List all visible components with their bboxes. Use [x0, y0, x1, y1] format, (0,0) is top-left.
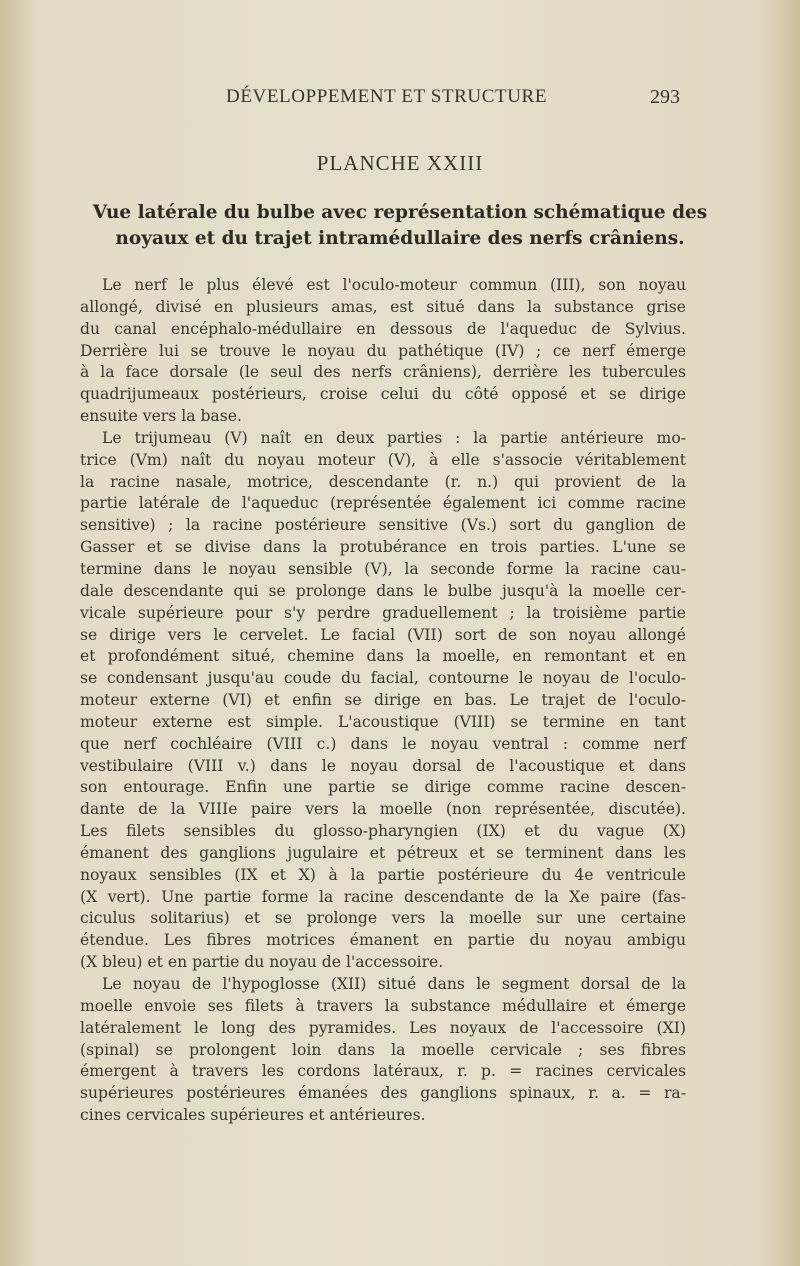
- text-line: allongé, divisé en plusieurs amas, est situé dans la substance grise: [80, 297, 686, 316]
- text-line: latéralement le long des pyramides. Les noyaux de l'accessoire (XI): [80, 1018, 686, 1037]
- text-line: noyaux sensibles (IX et X) à la partie postérieure du 4e ventricule: [80, 865, 686, 884]
- text-line: trice (Vm) naît du noyau moteur (V), à elle s'associe véritablement: [80, 450, 686, 469]
- heading-line: Vue latérale du bulbe avec représentation schématique des: [92, 202, 708, 223]
- text-line: et profondément situé, chemine dans la moelle, en remontant et en: [80, 647, 686, 666]
- section-heading: [70, 200, 730, 252]
- text-line: sensitive) ; la racine postérieure sensitive (Vs.) sort du ganglion de: [80, 516, 686, 535]
- text-line: du canal encéphalo-médullaire en dessous de l'aqueduc de Sylvius.: [80, 319, 686, 338]
- text-line: quadrijumeaux postérieurs, croise celui du côté opposé et se dirige: [80, 385, 686, 404]
- running-title: DÉVELOPPEMENT ET STRUCTURE: [226, 86, 548, 107]
- text-line: moelle envoie ses filets à travers la substance médullaire et émerge: [80, 996, 686, 1015]
- text-line: Derrière lui se trouve le noyau du pathétique (IV) ; ce nerf émerge: [80, 341, 686, 360]
- running-header: [0, 86, 800, 112]
- text-line: (spinal) se prolongent loin dans la moelle cervicale ; ses fibres: [80, 1040, 686, 1059]
- text-line: termine dans le noyau sensible (V), la seconde forme la racine cau-: [80, 559, 686, 578]
- text-line: Gasser et se divise dans la protubérance en trois parties. L'une se: [80, 538, 686, 557]
- text-line: étendue. Les fibres motrices émanent en partie du noyau ambigu: [80, 931, 686, 950]
- text-line: se dirige vers le cervelet. Le facial (VII) sort de son noyau allongé: [80, 625, 686, 644]
- text-line: son entourage. Enfin une partie se dirige comme racine descen-: [80, 778, 686, 797]
- heading-line: noyaux et du trajet intramédullaire des nerfs crâniens.: [115, 228, 685, 249]
- text-line: cines cervicales supérieures et antérieures.: [80, 1106, 426, 1125]
- text-line: (X vert). Une partie forme la racine descendante de la Xe paire (fas-: [80, 887, 686, 906]
- text-line: la racine nasale, motrice, descendante (r. n.) qui provient de la: [80, 472, 686, 491]
- text-line: ciculus solitarius) et se prolonge vers la moelle sur une certaine: [80, 909, 686, 928]
- plate-title: PLANCHE XXIII: [316, 151, 484, 175]
- text-line: se condensant jusqu'au coude du facial, contourne le noyau de l'oculo-: [80, 669, 686, 688]
- text-line: Le noyau de l'hypoglosse (XII) situé dans le segment dorsal de la: [102, 975, 686, 993]
- text-line: vicale supérieure pour s'y perdre graduellement ; la troisième partie: [80, 603, 686, 622]
- text-line: Le trijumeau (V) naît en deux parties : la partie antérieure mo-: [102, 428, 686, 447]
- text-line: que nerf cochléaire (VIII c.) dans le noyau ventral : comme nerf: [80, 734, 686, 753]
- text-line: Les filets sensibles du glosso-pharyngien (IX) et du vague (X): [80, 822, 686, 841]
- body-text: [80, 275, 686, 1127]
- text-line: moteur externe est simple. L'acoustique (VIII) se termine en tant: [80, 712, 686, 731]
- text-line: émanent des ganglions jugulaire et pétreux et se terminent dans les: [80, 843, 686, 862]
- text-line: moteur externe (VI) et enfin se dirige en bas. Le trajet de l'oculo-: [80, 691, 686, 710]
- text-line: dale descendante qui se prolonge dans le bulbe jusqu'à la moelle cer-: [80, 581, 686, 600]
- text-line: à la face dorsale (le seul des nerfs crâniens), derrière les tubercules: [80, 363, 686, 382]
- page-number: 293: [650, 86, 680, 108]
- text-line: (X bleu) et en partie du noyau de l'accessoire.: [80, 953, 444, 972]
- text-line: dante de la VIIIe paire vers la moelle (non représentée, discutée).: [80, 800, 686, 819]
- text-line: émergent à travers les cordons latéraux, r. p. = racines cervicales: [80, 1062, 686, 1081]
- text-line: partie latérale de l'aqueduc (représentée également ici comme racine: [80, 494, 686, 513]
- text-line: Le nerf le plus élevé est l'oculo-moteur commun (III), son noyau: [102, 276, 686, 294]
- text-line: ensuite vers la base.: [80, 407, 242, 426]
- text-line: supérieures postérieures émanées des ganglions spinaux, r. a. = ra-: [80, 1084, 686, 1103]
- text-line: vestibulaire (VIII v.) dans le noyau dorsal de l'acoustique et dans: [80, 756, 686, 775]
